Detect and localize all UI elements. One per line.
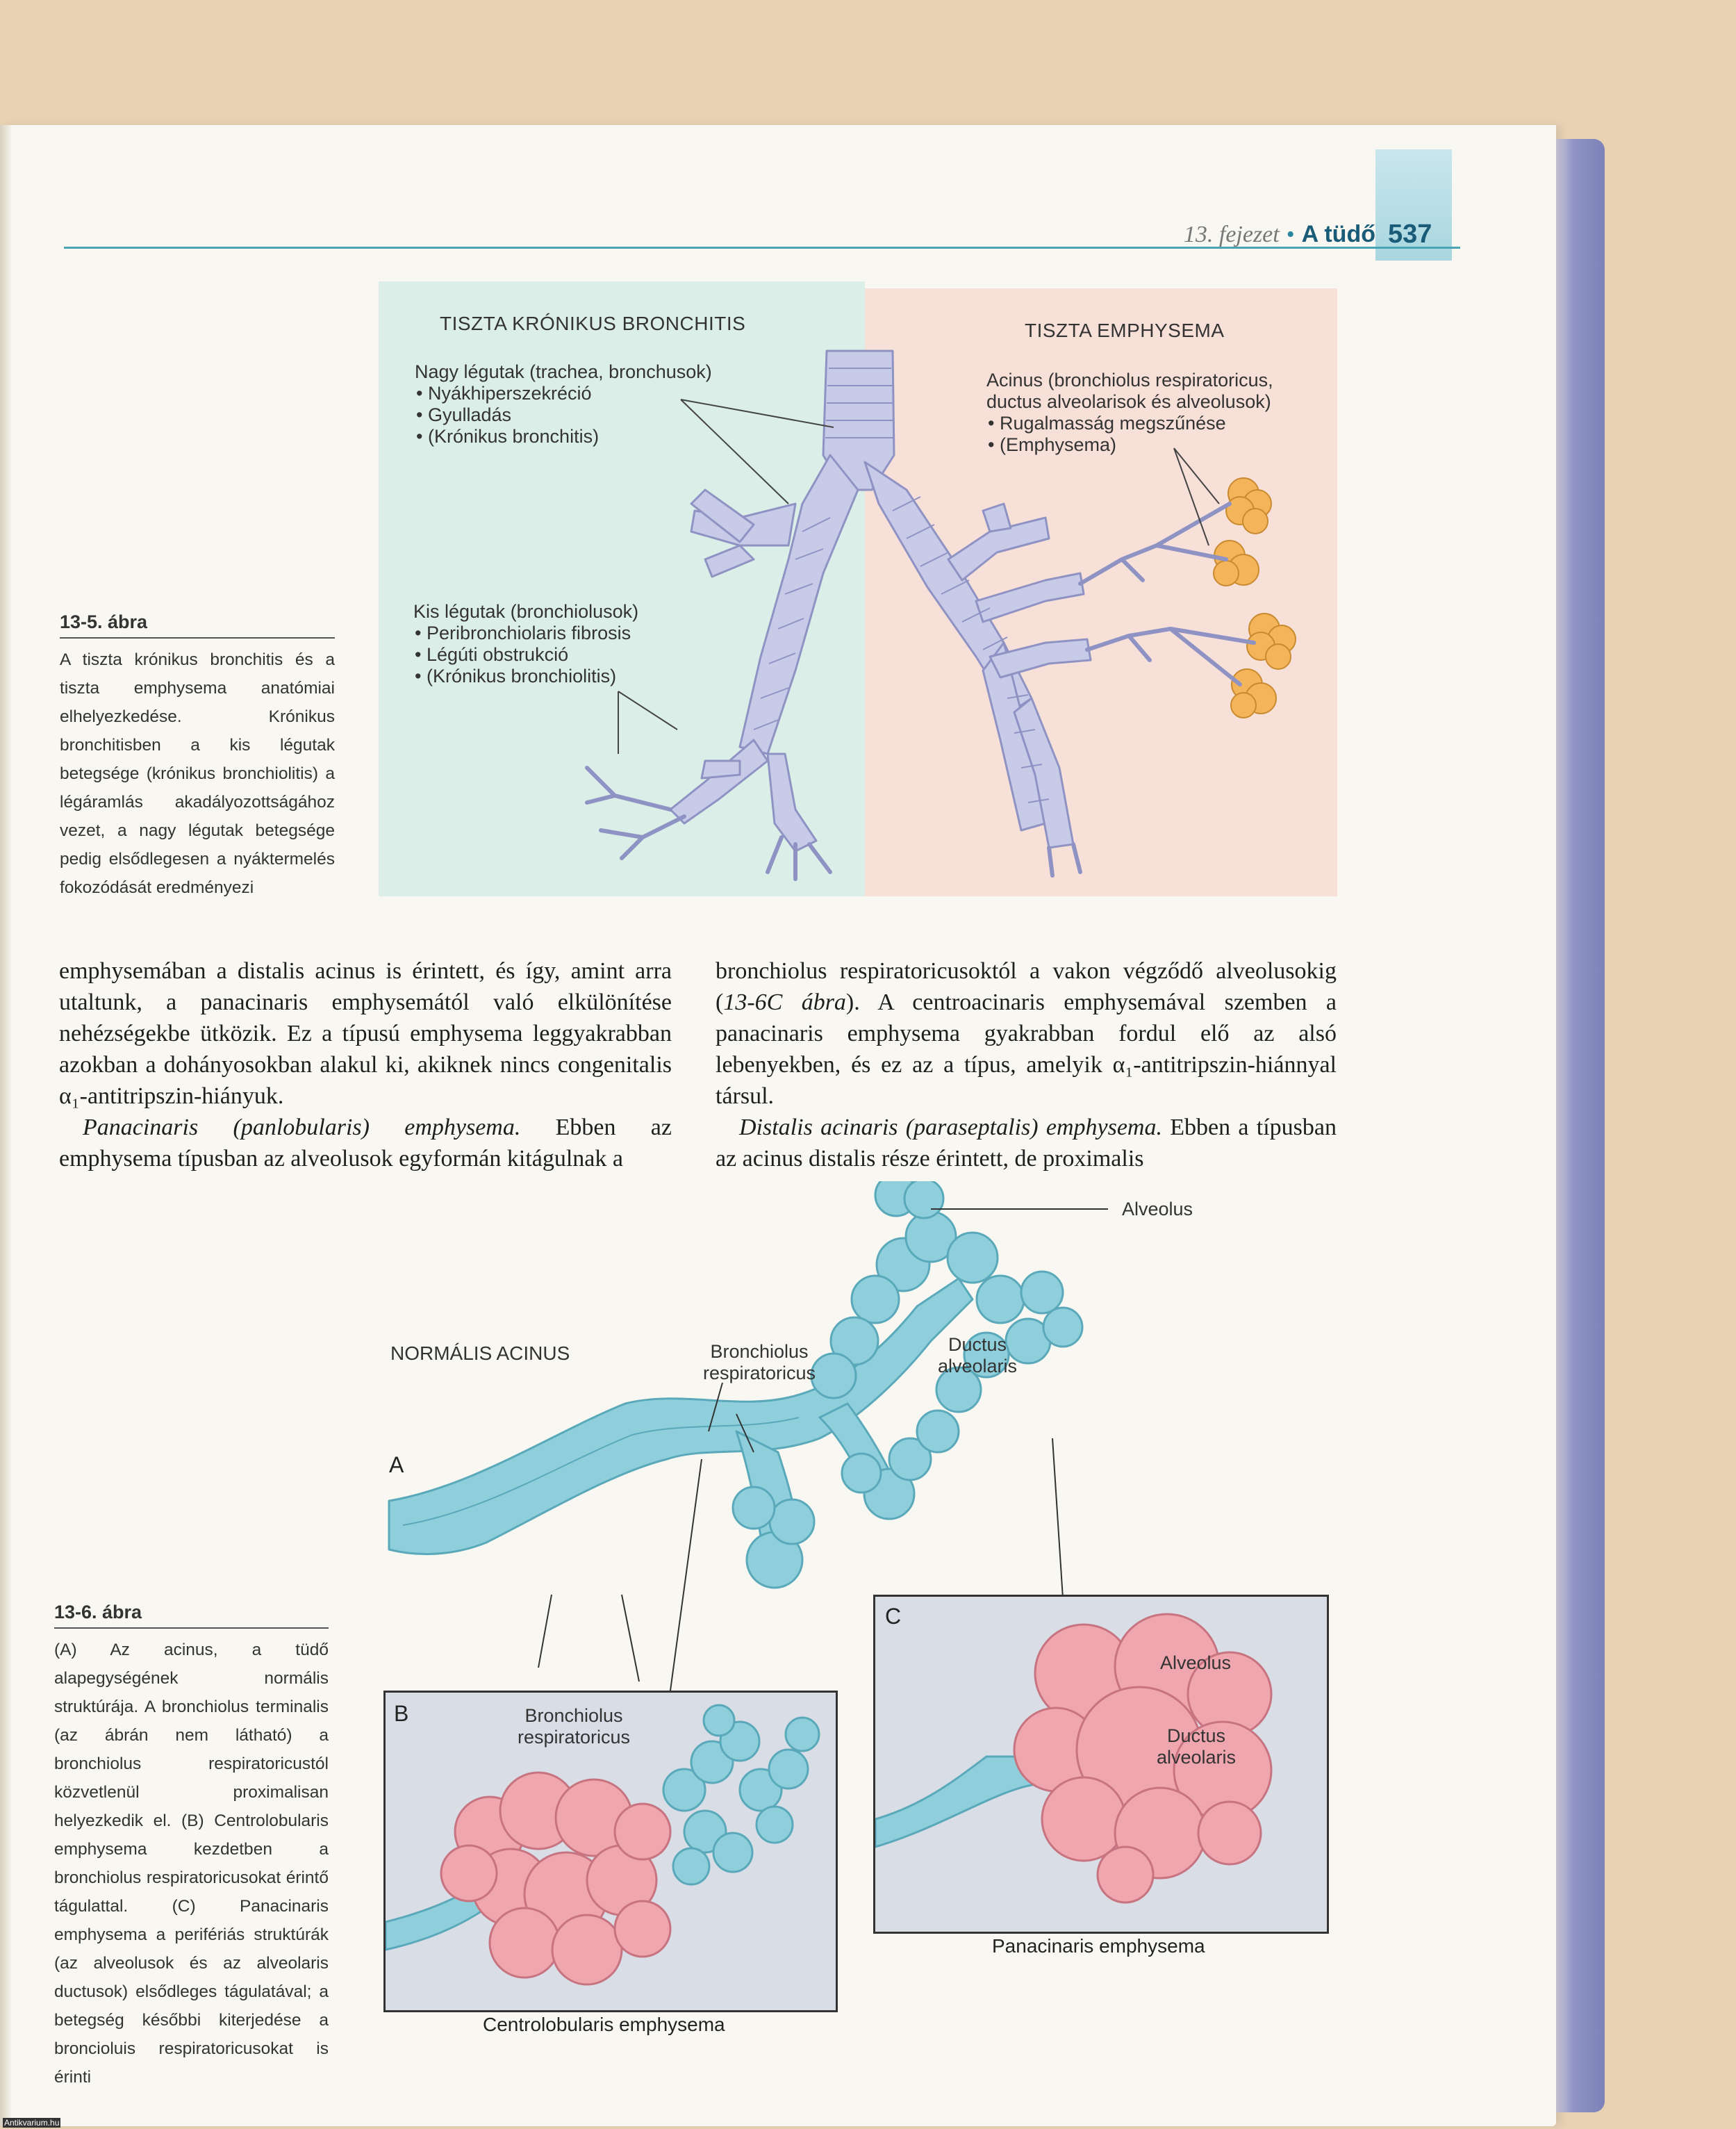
bronchiolus-label xyxy=(703,1341,816,1384)
small-airways-item: • Légúti obstrukció xyxy=(413,644,638,666)
acinus-label xyxy=(986,370,1273,456)
large-airways-item: • Gyulladás xyxy=(415,404,712,426)
panel-c-alveolus-label: Alveolus xyxy=(1160,1652,1232,1673)
chapter-title: A tüdő xyxy=(1301,221,1375,247)
paragraph xyxy=(59,1112,672,1174)
panacinar-illustration xyxy=(875,1597,1327,1932)
text-column-right xyxy=(716,955,1337,1174)
bronchitis-heading: TISZTA KRÓNIKUS BRONCHITIS xyxy=(440,313,746,334)
large-airways-label xyxy=(415,361,712,447)
header-separator: • xyxy=(1286,222,1295,247)
paragraph xyxy=(716,1112,1337,1174)
normal-acinus-label: NORMÁLIS ACINUS xyxy=(390,1342,570,1364)
paragraph: emphysemában a distalis acinus is érintett, és így, amint arra utaltunk, a panacinaris emphysemától való elkülönítése nehézségekbe ütközik. Ez a típusú emphysema leggyakrabban azokban a dohányosokban alakul ki, akiknek nincs congenitalis α₁-antitripszin-hiányuk. xyxy=(59,958,672,1109)
figure-13-6-caption xyxy=(54,1602,329,2091)
acinus-item: • Rugalmasság megszűnése xyxy=(986,413,1273,434)
panel-b-box xyxy=(383,1691,838,2012)
large-airways-item: • Nyákhiperszekréció xyxy=(415,383,712,404)
panel-c-letter: C xyxy=(885,1604,902,1629)
panel-b-bronchiolus-line1: Bronchiolus xyxy=(524,1705,623,1726)
small-airways-item: • (Krónikus bronchiolitis) xyxy=(413,666,638,687)
bronchiolus-line1: Bronchiolus xyxy=(710,1341,809,1362)
figure-13-5-caption-text: A tiszta krónikus bronchitis és a tiszta emphysema anatómiai elhelyezkedése. Krónikus bronchitisben a kis légutak betegsége (krónikus bronchiolitis) a légáramlás akadályozottságához vezet, a nagy légutak betegsége pedig elsődlegesen a nyáktermelés fokozódását eredményezi xyxy=(60,650,335,897)
figure-13-5 xyxy=(379,281,1337,896)
panel-b-letter: B xyxy=(394,1701,409,1726)
paragraph-text: Ebben az emphysema típusban az alveolusok egyformán kitágulnak a xyxy=(59,1115,672,1172)
small-airways-label xyxy=(413,601,638,687)
panel-c-box xyxy=(873,1595,1329,1934)
paragraph xyxy=(716,955,1337,1112)
acinus-title-line2: ductus alveolarisok és alveolusok) xyxy=(986,391,1271,412)
panel-b-bronchiolus-label xyxy=(518,1705,630,1748)
chapter-label: 13. fejezet xyxy=(1183,222,1280,247)
running-header xyxy=(1084,221,1375,248)
panacinar-caption: Panacinaris emphysema xyxy=(992,1935,1205,1957)
paragraph-text: bronchiolus respiratoricusoktól a vakon végződő alveolusokig ( xyxy=(716,958,1337,1015)
large-airways-item: • (Krónikus bronchitis) xyxy=(415,426,712,447)
acinus-title-line1: Acinus (bronchiolus respiratoricus, xyxy=(986,370,1273,391)
term-panacinaris: Panacinaris (panlobularis) emphysema. xyxy=(83,1115,521,1140)
emphysema-heading: TISZTA EMPHYSEMA xyxy=(1025,320,1225,341)
large-airways-title: Nagy légutak (trachea, bronchusok) xyxy=(415,361,712,382)
small-airways-item: • Peribronchiolaris fibrosis xyxy=(413,623,638,644)
figure-13-6-caption-title: 13-6. ábra xyxy=(54,1602,329,1629)
watermark: Antikvarium.hu xyxy=(4,2118,60,2128)
figure-13-5-caption-title: 13-5. ábra xyxy=(60,611,335,639)
bronchiolus-line2: respiratoricus xyxy=(703,1363,816,1383)
ductus-line2: alveolaris xyxy=(938,1356,1018,1376)
panel-b-bronchiolus-line2: respiratoricus xyxy=(518,1727,631,1748)
ductus-line1: Ductus xyxy=(948,1334,1007,1355)
page-number: 537 xyxy=(1388,220,1432,249)
text-column-left xyxy=(59,955,672,1174)
panel-c-ductus-line2: alveolaris xyxy=(1157,1747,1237,1768)
figure-13-6-caption-text: (A) Az acinus, a tüdő alapegységének normális struktúrája. A bronchiolus terminalis (az ábrán nem látható) a bronchiolus respiratoricustól közvetlenül proximalisan helyezkedik el. (B) Centrolobularis emphysema kezdetben a bronchiolus respiratoricusokat érintő tágulattal. (C) Panacinaris emphysema a perifériás struktúrák (az alveolusok és az alveolaris ductusok) elsődleges tágulatával; a betegség későbbi kiterjedése a broncioluis respiratoricusokat is érinti xyxy=(54,1641,329,2087)
acinus-item: • (Emphysema) xyxy=(986,434,1273,456)
figure-13-6 xyxy=(375,1181,1362,2050)
panel-a-letter: A xyxy=(389,1452,404,1477)
panel-c-ductus-line1: Ductus xyxy=(1167,1725,1226,1746)
small-airways-title: Kis légutak (bronchiolusok) xyxy=(413,601,639,622)
paragraph-text: ). A centroacinaris emphysemával szemben a panacinaris emphysema gyakrabban fordul elő az alsó lebenyekben, és ez az a típus, amelyik α₁-antitripszin-hiánnyal társul. xyxy=(716,989,1337,1109)
paragraph-text: Ebben a típusban az acinus distalis része érintett, de proximalis xyxy=(716,1115,1337,1172)
ductus-label xyxy=(938,1334,1017,1377)
figure-reference: 13-6C ábra xyxy=(723,989,846,1015)
alveolus-label: Alveolus xyxy=(1122,1199,1193,1219)
figure-13-5-caption xyxy=(60,611,335,902)
panel-c-ductus-label xyxy=(1157,1725,1236,1768)
centrolobular-caption: Centrolobularis emphysema xyxy=(483,2014,725,2035)
term-distalis: Distalis acinaris (paraseptalis) emphysema. xyxy=(739,1115,1162,1140)
page-gutter xyxy=(0,125,11,2126)
